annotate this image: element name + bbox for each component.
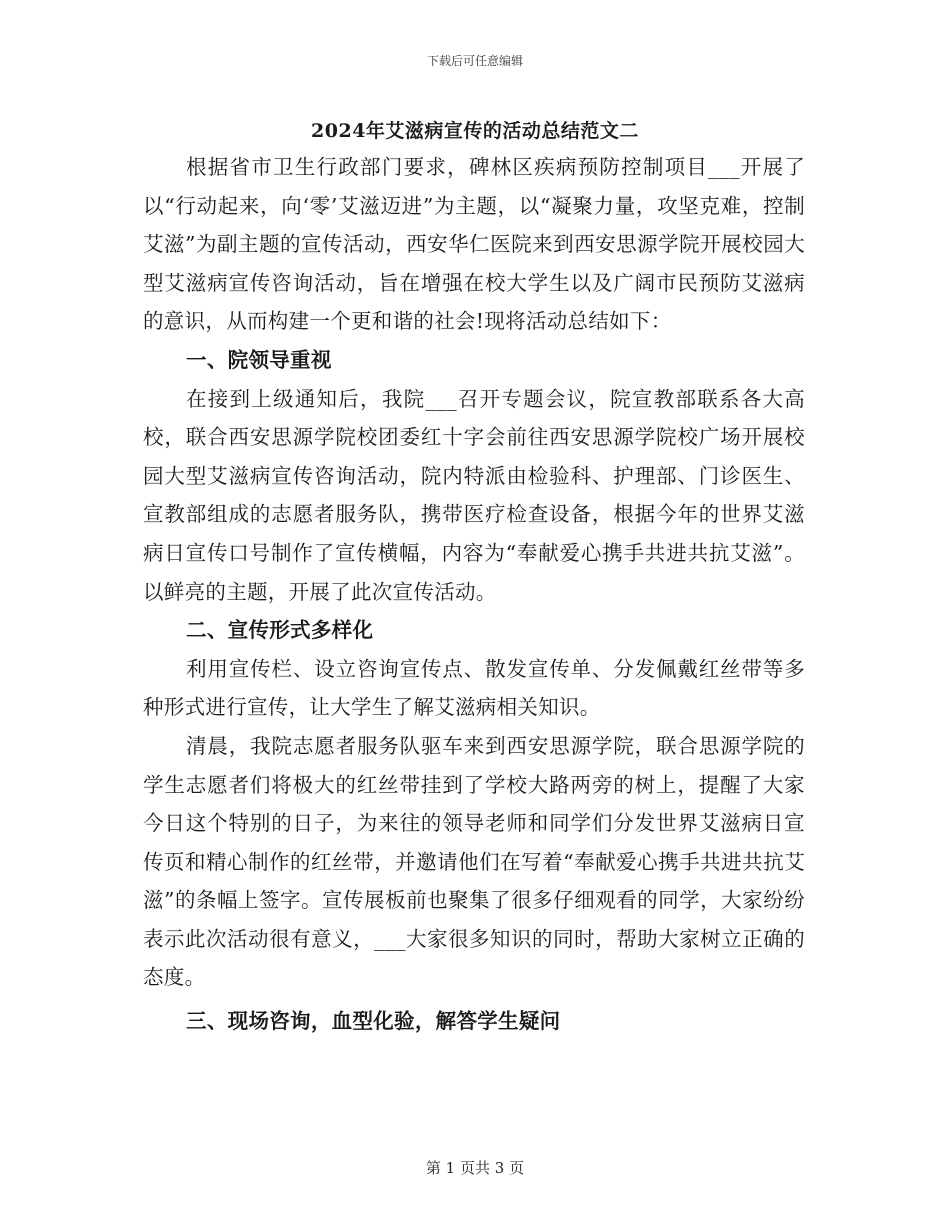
- section-heading-1: 一、院领导重视: [186, 347, 332, 372]
- document-body: [143, 148, 805, 1041]
- intro-paragraph: 根据省市卫生行政部门要求，碑林区疾病预防控制项目___开展了以“行动起来，向‘零’艾滋迈进”为主题，以“凝聚力量，攻坚克难，控制艾滋”为副主题的宣传活动，西安华仁医院来到西安思源学院开展校园大型艾滋病宣传咨询活动，旨在增强在校大学生以及广阔市民预防艾滋病的意识，从而构建一个更和谐的社会!现将活动总结如下：: [143, 155, 805, 334]
- page-number: 第 1 页共 3 页: [425, 1159, 525, 1177]
- page-header-note: 下载后可任意编辑: [426, 54, 523, 68]
- section-2-paragraph-2: 清晨，我院志愿者服务队驱车来到西安思源学院，联合思源学院的学生志愿者们将极大的红丝带挂到了学校大路两旁的树上，提醒了大家今日这个特别的日子，为来往的领导老师和同学们分发世界艾滋病日宣传页和精心制作的红丝带，并邀请他们在写着“奉献爱心携手共进共抗艾滋”的条幅上签字。宣传展板前也聚集了很多仔细观看的同学，大家纷纷表示此次活动很有意义，___大家很多知识的同时，帮助大家树立正确的态度。: [143, 733, 805, 990]
- section-heading-3: 三、现场咨询，血型化验，解答学生疑问: [186, 1009, 561, 1034]
- section-heading-2: 二、宣传形式多样化: [186, 618, 374, 643]
- document-title: 2024年艾滋病宣传的活动总结范文二: [311, 120, 639, 142]
- section-1-paragraph: 在接到上级通知后，我院___召开专题会议，院宣教部联系各大高校，联合西安思源学院校团委红十字会前往西安思源学院校广场开展校园大型艾滋病宣传咨询活动，院内特派由检验科、护理部、门诊医生、宣教部组成的志愿者服务队，携带医疗检查设备，根据今年的世界艾滋病日宣传口号制作了宣传横幅，内容为“奉献爱心携手共进共抗艾滋”。以鲜亮的主题，开展了此次宣传活动。: [143, 386, 805, 604]
- section-2-paragraph-1: 利用宣传栏、设立咨询宣传点、散发宣传单、分发佩戴红丝带等多种形式进行宣传，让大学生了解艾滋病相关知识。: [143, 656, 805, 720]
